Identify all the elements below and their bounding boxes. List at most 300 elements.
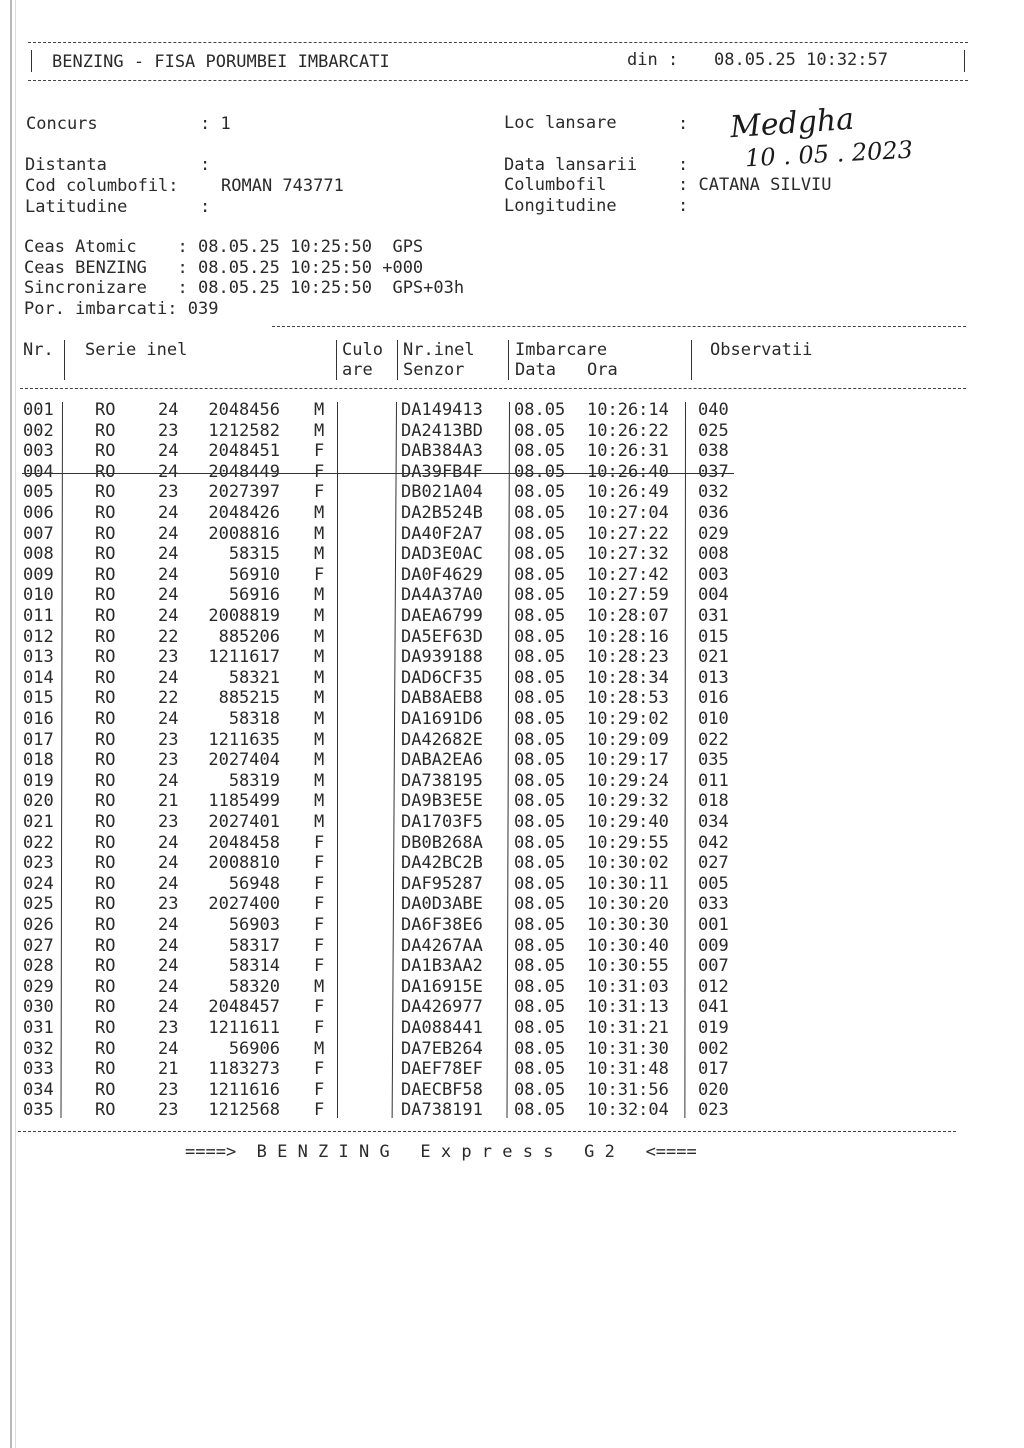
- concurs-label: Concurs: [26, 114, 98, 134]
- latitudine-label: Latitudine: [25, 197, 128, 217]
- body-divider-2: [337, 402, 338, 1118]
- table-row: [0, 771, 1024, 792]
- cell-ring-year: 22: [158, 688, 179, 709]
- cell-row-number: 004: [23, 461, 54, 482]
- table-header-bottom-rule: [20, 388, 966, 389]
- table-header-top-rule: [272, 326, 966, 327]
- cell-sensor-id: DA40F2A7: [401, 523, 483, 544]
- cell-row-number: 014: [23, 667, 54, 688]
- col-header-data: Data: [515, 360, 556, 380]
- cell-ring-country: RO: [95, 976, 116, 997]
- cell-observation: 029: [698, 523, 729, 544]
- cell-ring-number: 2048426: [208, 503, 280, 523]
- cell-sex: M: [314, 976, 325, 997]
- cell-observation: 021: [698, 647, 729, 668]
- cell-sensor-id: DA4267AA: [401, 935, 483, 956]
- table-row: [0, 894, 1024, 915]
- clock-benzing: Ceas BENZING : 08.05.25 10:25:50 +000: [24, 258, 424, 278]
- cell-boarding-time: 10:26:40: [587, 461, 669, 482]
- cell-sex: F: [314, 915, 325, 935]
- cell-boarding-date: 08.05: [514, 935, 566, 956]
- cell-ring-number: 2008810: [208, 853, 280, 874]
- table-row: [0, 1100, 1024, 1121]
- cell-row-number: 012: [23, 626, 54, 647]
- cell-boarding-time: 10:29:40: [587, 812, 669, 832]
- cell-row-number: 020: [23, 791, 54, 812]
- cell-observation: 038: [698, 441, 729, 462]
- cell-boarding-time: 10:32:04: [587, 1100, 669, 1121]
- cell-ring-year: 23: [158, 647, 179, 668]
- cell-sex: F: [314, 482, 325, 503]
- cell-boarding-date: 08.05: [514, 729, 566, 750]
- cell-ring-country: RO: [95, 400, 116, 420]
- cell-row-number: 028: [23, 956, 54, 977]
- cell-boarding-date: 08.05: [514, 503, 566, 523]
- cell-sensor-id: DAEF78EF: [401, 1059, 483, 1080]
- cell-row-number: 021: [23, 812, 54, 832]
- cell-boarding-date: 08.05: [514, 1038, 566, 1059]
- cell-sex: M: [314, 688, 325, 709]
- cell-sex: F: [314, 564, 325, 585]
- cell-sensor-id: DA088441: [401, 1018, 483, 1038]
- cell-ring-number: 58320: [228, 976, 280, 997]
- cell-ring-year: 23: [158, 812, 179, 832]
- cell-ring-year: 23: [158, 1018, 179, 1038]
- cell-ring-number: 2027401: [208, 812, 280, 832]
- table-row: [0, 585, 1024, 606]
- cell-sex: M: [314, 647, 325, 668]
- cell-observation: 040: [698, 400, 729, 420]
- table-row: [0, 441, 1024, 462]
- cell-ring-year: 24: [158, 873, 179, 894]
- cell-ring-year: 24: [158, 667, 179, 688]
- cell-row-number: 002: [23, 420, 54, 441]
- cell-observation: 035: [698, 750, 729, 771]
- cell-row-number: 035: [23, 1100, 54, 1121]
- cell-ring-country: RO: [95, 626, 116, 647]
- cell-boarding-date: 08.05: [514, 791, 566, 812]
- cell-sex: F: [314, 935, 325, 956]
- cell-boarding-time: 10:30:02: [587, 853, 669, 874]
- cell-sensor-id: DA1B3AA2: [401, 956, 483, 977]
- cell-ring-country: RO: [95, 935, 116, 956]
- cell-ring-year: 21: [158, 1059, 179, 1080]
- cell-row-number: 025: [23, 894, 54, 915]
- cell-boarding-time: 10:29:09: [587, 729, 669, 750]
- cell-row-number: 011: [23, 606, 54, 626]
- col-header-divider-4: [508, 340, 509, 380]
- cell-sensor-id: DA149413: [401, 400, 483, 420]
- cell-observation: 032: [698, 482, 729, 503]
- cell-ring-country: RO: [95, 1018, 116, 1038]
- cell-sensor-id: DA2B524B: [401, 503, 483, 523]
- col-header-observatii: Observatii: [710, 340, 813, 360]
- cell-row-number: 024: [23, 873, 54, 894]
- table-row: [0, 977, 1024, 998]
- cell-boarding-time: 10:28:34: [587, 667, 669, 688]
- cell-ring-country: RO: [95, 667, 116, 688]
- cell-ring-number: 58314: [228, 956, 280, 977]
- table-row: [0, 400, 1024, 421]
- cell-boarding-date: 08.05: [514, 544, 566, 565]
- cell-ring-number: 56903: [228, 915, 280, 935]
- cell-sex: M: [314, 626, 325, 647]
- cell-ring-number: 2048457: [208, 997, 280, 1018]
- cell-observation: 041: [698, 997, 729, 1018]
- table-row: [0, 812, 1024, 833]
- cell-ring-year: 24: [158, 544, 179, 565]
- cell-sex: M: [314, 770, 325, 791]
- cell-sex: M: [314, 503, 325, 523]
- table-row: [0, 709, 1024, 730]
- printed-at-value: 08.05.25 10:32:57: [714, 50, 888, 70]
- table-row: [0, 668, 1024, 689]
- cell-observation: 002: [698, 1038, 729, 1059]
- cell-ring-country: RO: [95, 997, 116, 1018]
- cell-boarding-date: 08.05: [514, 688, 566, 709]
- cell-sensor-id: DA426977: [401, 997, 483, 1018]
- cell-boarding-date: 08.05: [514, 915, 566, 935]
- cell-sex: M: [314, 729, 325, 750]
- cell-boarding-date: 08.05: [514, 976, 566, 997]
- cell-ring-country: RO: [95, 544, 116, 565]
- cell-row-number: 017: [23, 729, 54, 750]
- header-right-bar: [964, 50, 965, 72]
- table-row: [0, 1039, 1024, 1060]
- data-lansarii-colon: :: [678, 155, 689, 175]
- cell-row-number: 033: [23, 1059, 54, 1080]
- cell-ring-country: RO: [95, 503, 116, 523]
- longitudine-label: Longitudine: [504, 196, 617, 216]
- cell-ring-country: RO: [95, 915, 116, 935]
- cell-sex: M: [314, 523, 325, 544]
- latitudine-value: :: [200, 197, 211, 217]
- columbofil-label: Columbofil: [504, 175, 607, 195]
- cell-ring-number: 2027397: [208, 482, 280, 503]
- cell-boarding-time: 10:30:20: [587, 894, 669, 915]
- cell-ring-year: 23: [158, 750, 179, 771]
- cell-ring-country: RO: [95, 1100, 116, 1121]
- strikethrough-line: [22, 473, 734, 474]
- cell-observation: 011: [698, 770, 729, 791]
- cell-ring-country: RO: [95, 688, 116, 709]
- table-row: [0, 853, 1024, 874]
- table-row: [0, 544, 1024, 565]
- cell-ring-country: RO: [95, 853, 116, 874]
- cell-row-number: 018: [23, 750, 54, 771]
- cell-boarding-time: 10:26:31: [587, 441, 669, 462]
- cell-observation: 013: [698, 667, 729, 688]
- cell-observation: 017: [698, 1059, 729, 1080]
- distanta-label: Distanta: [25, 155, 107, 175]
- cell-ring-country: RO: [95, 482, 116, 503]
- cell-ring-number: 1211616: [208, 1079, 280, 1100]
- cell-ring-country: RO: [95, 1038, 116, 1059]
- cell-row-number: 016: [23, 709, 54, 729]
- cell-ring-number: 885215: [218, 688, 280, 709]
- cell-observation: 015: [698, 626, 729, 647]
- cell-ring-number: 2027404: [208, 750, 280, 771]
- cell-ring-country: RO: [95, 709, 116, 729]
- cell-observation: 023: [698, 1100, 729, 1121]
- col-header-serie: Serie inel: [85, 340, 188, 360]
- table-row: [0, 606, 1024, 627]
- cell-sensor-id: DABA2EA6: [401, 750, 483, 771]
- cell-row-number: 006: [23, 503, 54, 523]
- cell-boarding-date: 08.05: [514, 667, 566, 688]
- cell-sensor-id: DA738195: [401, 770, 483, 791]
- cell-row-number: 031: [23, 1018, 54, 1038]
- cell-boarding-date: 08.05: [514, 647, 566, 668]
- cell-ring-number: 2048458: [208, 832, 280, 853]
- data-lansarii-handwritten: 10 . 05 . 2023: [744, 135, 914, 173]
- cell-boarding-date: 08.05: [514, 812, 566, 832]
- cell-observation: 004: [698, 585, 729, 606]
- cell-ring-number: 56910: [228, 564, 280, 585]
- distanta-value: :: [200, 155, 211, 175]
- cell-observation: 012: [698, 976, 729, 997]
- table-row: [0, 688, 1024, 709]
- cell-observation: 016: [698, 688, 729, 709]
- cell-ring-number: 1212568: [208, 1100, 280, 1121]
- cell-observation: 022: [698, 729, 729, 750]
- cell-row-number: 029: [23, 976, 54, 997]
- cell-boarding-time: 10:28:53: [587, 688, 669, 709]
- table-row: [0, 462, 1024, 483]
- cell-row-number: 010: [23, 585, 54, 606]
- cell-sex: F: [314, 1100, 325, 1121]
- table-row: [0, 791, 1024, 812]
- cell-boarding-time: 10:31:21: [587, 1018, 669, 1038]
- cell-observation: 027: [698, 853, 729, 874]
- cell-boarding-time: 10:29:32: [587, 791, 669, 812]
- cell-boarding-date: 08.05: [514, 626, 566, 647]
- cell-ring-number: 58317: [228, 935, 280, 956]
- cell-ring-country: RO: [95, 564, 116, 585]
- cell-ring-country: RO: [95, 770, 116, 791]
- cell-boarding-date: 08.05: [514, 853, 566, 874]
- cell-observation: 005: [698, 873, 729, 894]
- cell-boarding-date: 08.05: [514, 894, 566, 915]
- cell-sensor-id: DA6F38E6: [401, 915, 483, 935]
- cell-ring-year: 24: [158, 915, 179, 935]
- col-header-divider-1: [64, 340, 65, 380]
- printed-at-label: din :: [627, 50, 679, 70]
- table-row: [0, 1080, 1024, 1101]
- footer-brand: ====> B E N Z I N G E x p r e s s G 2 <====: [185, 1142, 697, 1162]
- cell-boarding-date: 08.05: [514, 997, 566, 1018]
- table-row: [0, 1018, 1024, 1039]
- cell-row-number: 030: [23, 997, 54, 1018]
- cell-sensor-id: DB0B268A: [401, 832, 483, 853]
- cell-boarding-time: 10:29:55: [587, 832, 669, 853]
- cell-ring-number: 56948: [228, 873, 280, 894]
- cell-row-number: 034: [23, 1079, 54, 1100]
- cell-sex: F: [314, 832, 325, 853]
- cell-sensor-id: DA5EF63D: [401, 626, 483, 647]
- col-header-ora: Ora: [587, 360, 618, 380]
- table-row: [0, 627, 1024, 648]
- table-row: [0, 915, 1024, 936]
- cell-observation: 033: [698, 894, 729, 915]
- cell-observation: 001: [698, 915, 729, 935]
- cell-ring-country: RO: [95, 1059, 116, 1080]
- cell-ring-year: 24: [158, 709, 179, 729]
- data-lansarii-label: Data lansarii: [504, 155, 638, 175]
- table-row: [0, 647, 1024, 668]
- cell-sensor-id: DA0F4629: [401, 564, 483, 585]
- table-row: [0, 565, 1024, 586]
- table-row: [0, 1059, 1024, 1080]
- cell-ring-number: 885206: [218, 626, 280, 647]
- cell-ring-year: 23: [158, 1100, 179, 1121]
- col-header-senzor: Senzor: [403, 360, 465, 380]
- cell-boarding-time: 10:28:16: [587, 626, 669, 647]
- cell-sensor-id: DAD6CF35: [401, 667, 483, 688]
- cell-boarding-date: 08.05: [514, 564, 566, 585]
- cell-boarding-time: 10:30:11: [587, 873, 669, 894]
- cell-observation: 003: [698, 564, 729, 585]
- cell-ring-number: 1212582: [208, 420, 280, 441]
- cell-row-number: 022: [23, 832, 54, 853]
- cell-ring-year: 23: [158, 729, 179, 750]
- cell-sex: M: [314, 750, 325, 771]
- cell-ring-country: RO: [95, 873, 116, 894]
- header-bottom-rule: [28, 80, 968, 81]
- cell-observation: 007: [698, 956, 729, 977]
- cell-boarding-time: 10:27:42: [587, 564, 669, 585]
- cell-ring-year: 22: [158, 626, 179, 647]
- cell-ring-number: 1211611: [208, 1018, 280, 1038]
- cell-ring-number: 1211635: [208, 729, 280, 750]
- cell-boarding-time: 10:27:04: [587, 503, 669, 523]
- cell-ring-number: 58315: [228, 544, 280, 565]
- cell-ring-number: 2048449: [208, 461, 280, 482]
- cell-sex: F: [314, 1079, 325, 1100]
- cell-row-number: 007: [23, 523, 54, 544]
- cell-boarding-date: 08.05: [514, 1018, 566, 1038]
- cell-sensor-id: DA1691D6: [401, 709, 483, 729]
- cell-ring-year: 24: [158, 976, 179, 997]
- cell-boarding-date: 08.05: [514, 873, 566, 894]
- col-header-nr: Nr.: [23, 340, 54, 360]
- cell-ring-year: 24: [158, 1038, 179, 1059]
- cell-ring-year: 24: [158, 400, 179, 420]
- loc-lansare-label: Loc lansare: [504, 113, 617, 133]
- table-row: [0, 874, 1024, 895]
- table-bottom-rule: [18, 1131, 956, 1132]
- header-top-rule: [28, 42, 968, 43]
- col-header-culoare-1: Culo: [342, 340, 383, 360]
- cell-observation: 025: [698, 420, 729, 441]
- cell-boarding-date: 08.05: [514, 420, 566, 441]
- cell-ring-country: RO: [95, 647, 116, 668]
- cell-ring-country: RO: [95, 729, 116, 750]
- cell-observation: 034: [698, 812, 729, 832]
- cell-boarding-date: 08.05: [514, 461, 566, 482]
- cell-ring-year: 24: [158, 564, 179, 585]
- cell-ring-year: 23: [158, 482, 179, 503]
- cell-row-number: 015: [23, 688, 54, 709]
- cell-ring-year: 24: [158, 770, 179, 791]
- cell-ring-number: 58318: [228, 709, 280, 729]
- table-row: [0, 524, 1024, 545]
- cell-boarding-time: 10:29:02: [587, 709, 669, 729]
- cell-boarding-time: 10:31:03: [587, 976, 669, 997]
- cell-boarding-time: 10:30:30: [587, 915, 669, 935]
- cell-observation: 019: [698, 1018, 729, 1038]
- cell-boarding-date: 08.05: [514, 1079, 566, 1100]
- cell-observation: 036: [698, 503, 729, 523]
- cell-ring-year: 21: [158, 791, 179, 812]
- table-row: [0, 421, 1024, 442]
- cell-ring-country: RO: [95, 812, 116, 832]
- cell-boarding-date: 08.05: [514, 770, 566, 791]
- cell-sex: F: [314, 1018, 325, 1038]
- cell-row-number: 001: [23, 400, 54, 420]
- cell-sex: M: [314, 400, 325, 420]
- cell-ring-year: 24: [158, 585, 179, 606]
- cell-ring-year: 24: [158, 523, 179, 544]
- cell-sensor-id: DA939188: [401, 647, 483, 668]
- cell-ring-year: 24: [158, 853, 179, 874]
- cell-ring-country: RO: [95, 441, 116, 462]
- cell-observation: 010: [698, 709, 729, 729]
- document-title: BENZING - FISA PORUMBEI IMBARCATI: [52, 52, 390, 72]
- cell-sex: M: [314, 606, 325, 626]
- cell-sex: F: [314, 873, 325, 894]
- cell-observation: 031: [698, 606, 729, 626]
- cell-ring-year: 24: [158, 997, 179, 1018]
- cell-ring-year: 23: [158, 894, 179, 915]
- cell-ring-year: 24: [158, 956, 179, 977]
- col-header-divider-5: [691, 340, 692, 380]
- loc-lansare-handwritten: Medgha: [728, 101, 856, 146]
- cell-ring-number: 2048456: [208, 400, 280, 420]
- cell-ring-year: 24: [158, 606, 179, 626]
- cell-boarding-time: 10:29:17: [587, 750, 669, 771]
- boarded-count: Por. imbarcati: 039: [24, 299, 219, 319]
- cell-sensor-id: DA16915E: [401, 976, 483, 997]
- cell-row-number: 027: [23, 935, 54, 956]
- cell-ring-country: RO: [95, 1079, 116, 1100]
- table-row: [0, 997, 1024, 1018]
- table-row: [0, 503, 1024, 524]
- cell-ring-country: RO: [95, 461, 116, 482]
- cell-boarding-date: 08.05: [514, 523, 566, 544]
- cell-boarding-time: 10:27:32: [587, 544, 669, 565]
- cell-boarding-date: 08.05: [514, 1059, 566, 1080]
- cell-sensor-id: DA7EB264: [401, 1038, 483, 1059]
- cell-ring-country: RO: [95, 956, 116, 977]
- cell-boarding-time: 10:28:07: [587, 606, 669, 626]
- columbofil-value: : CATANA SILVIU: [678, 175, 832, 195]
- cell-ring-year: 24: [158, 461, 179, 482]
- cell-row-number: 023: [23, 853, 54, 874]
- cell-sex: F: [314, 853, 325, 874]
- cell-sensor-id: DA738191: [401, 1100, 483, 1121]
- cell-observation: 037: [698, 461, 729, 482]
- cell-sensor-id: DAB8AEB8: [401, 688, 483, 709]
- cell-sex: F: [314, 956, 325, 977]
- cell-boarding-time: 10:26:14: [587, 400, 669, 420]
- cell-ring-number: 56906: [228, 1038, 280, 1059]
- cell-sex: M: [314, 585, 325, 606]
- cell-sex: F: [314, 441, 325, 462]
- cell-ring-year: 24: [158, 832, 179, 853]
- cell-row-number: 013: [23, 647, 54, 668]
- cod-columbofil-value: ROMAN 743771: [221, 176, 344, 196]
